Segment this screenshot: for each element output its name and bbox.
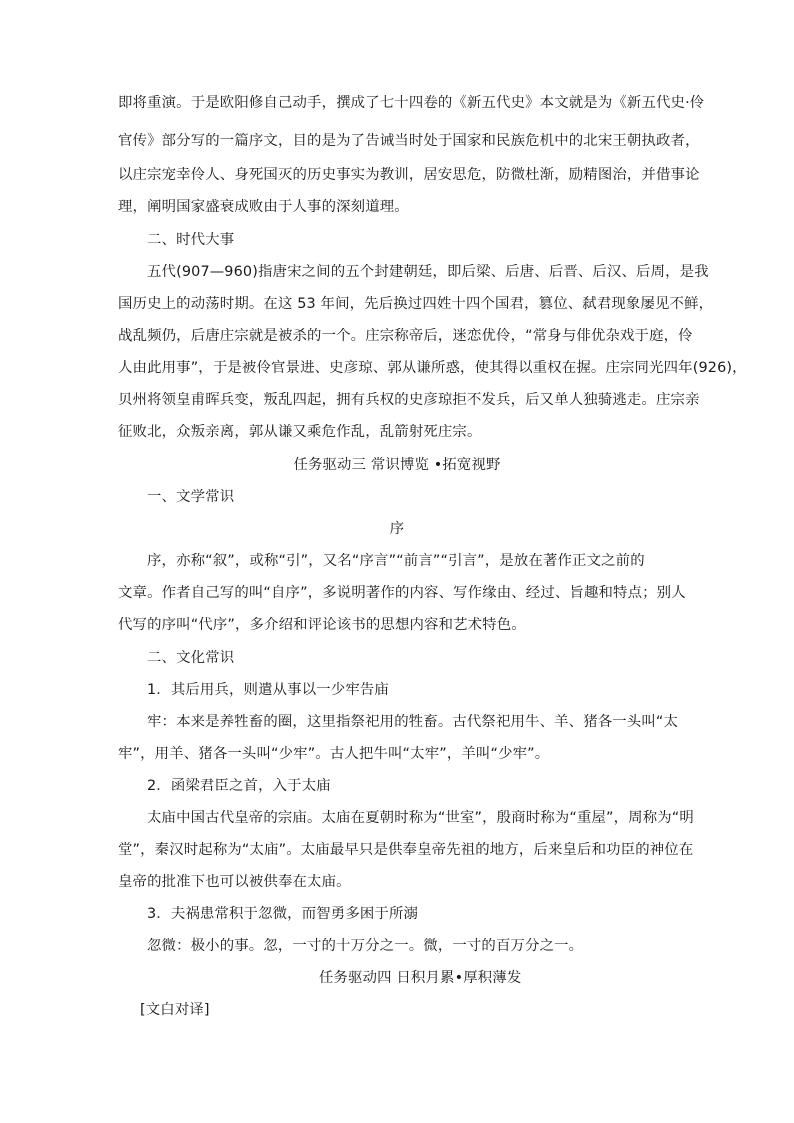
item2-title: 2．函梁君臣之首，入于太庙 — [147, 778, 331, 794]
xu-line-2: 文章。作者自己写的叫“自序”，多说明著作的内容、写作缘由、经过、旨趣和特点；别人 — [118, 585, 686, 601]
xu-line-3: 代写的序叫“代序”，多介绍和评论该书的思想内容和艺术特色。 — [118, 617, 526, 633]
item1-line-2: 牢”，用羊、猪各一头叫“少牢”。古人把牛叫“太牢”，羊叫“少牢”。 — [118, 746, 550, 762]
era-line-3: 战乱频仍，后唐庄宗就是被杀的一个。庄宗称帝后，迷恋优伶，“常身与俳优杂戏于庭，伶 — [118, 328, 693, 344]
intro-line-3: 以庄宗宠幸伶人、身死国灭的历史事实为教训，居安思危，防微杜渐，励精图治，并借事论 — [118, 167, 700, 183]
item2-line-2: 堂”，秦汉时起称为“太庙”。太庙最早只是供奉皇帝先祖的地方，后来皇后和功臣的神位在 — [118, 842, 694, 858]
xu-title: 序 — [389, 521, 405, 537]
item1-title: 1．其后用兵，则遣从事以一少牢告庙 — [147, 682, 389, 698]
era-line-1: 五代(907—960)指唐宋之间的五个封建朝廷，即后梁、后唐、后晋、后汉、后周，是我 — [147, 264, 709, 280]
xu-line-1: 序，亦称“叙”，或称“引”，又名“序言”“前言”“引言”，是放在著作正文之前的 — [147, 553, 645, 569]
literature-heading: 一、文学常识 — [147, 489, 235, 505]
translation-heading: [文白对译] — [140, 1002, 210, 1018]
intro-line-1: 即将重演。于是欧阳修自己动手，撰成了七十四卷的《新五代史》本文就是为《新五代史·伶 — [118, 95, 705, 111]
era-line-2: 国历史上的动荡时期。在这 53 年间，先后换过四姓十四个国君，篡位、弑君现象屡见不鲜， — [118, 296, 714, 312]
era-line-4: 人由此用事”，于是被伶官景进、史彦琼、郭从谦所惑，使其得以重权在握。庄宗同光四年(926)， — [118, 360, 747, 376]
item2-line-3: 皇帝的批准下也可以被供奉在太庙。 — [118, 874, 351, 890]
intro-line-2: 官传》部分写的一篇序文，目的是为了告诫当时处于国家和民族危机中的北宋王朝执政者， — [118, 133, 700, 149]
culture-heading: 二、文化常识 — [147, 650, 235, 666]
task3-title: 任务驱动三 常识博览 •拓宽视野 — [293, 457, 501, 473]
task4-title: 任务驱动四 日积月累•厚积薄发 — [319, 970, 522, 986]
item3-title: 3．夫祸患常积于忽微，而智勇多困于所溺 — [147, 906, 419, 922]
item1-line-1: 牢：本来是养牲畜的圈，这里指祭祀用的牲畜。古代祭祀用牛、羊、猪各一头叫“太 — [147, 714, 679, 730]
item2-line-1: 太庙中国古代皇帝的宗庙。太庙在夏朝时称为“世室”，殷商时称为“重屋”，周称为“明 — [147, 810, 694, 826]
era-line-6: 征败北，众叛亲离，郭从谦又乘危作乱，乱箭射死庄宗。 — [118, 424, 482, 440]
era-line-5: 贝州将领皇甫晖兵变，叛乱四起，拥有兵权的史彦琼拒不发兵，后又单人独骑逃走。庄宗亲 — [118, 392, 700, 408]
intro-line-4: 理，阐明国家盛衰成败由于人事的深刻道理。 — [118, 199, 409, 215]
era-heading: 二、时代大事 — [147, 232, 235, 248]
item3-line-1: 忽微：极小的事。忽，一寸的十万分之一。微，一寸的百万分之一。 — [147, 938, 584, 954]
